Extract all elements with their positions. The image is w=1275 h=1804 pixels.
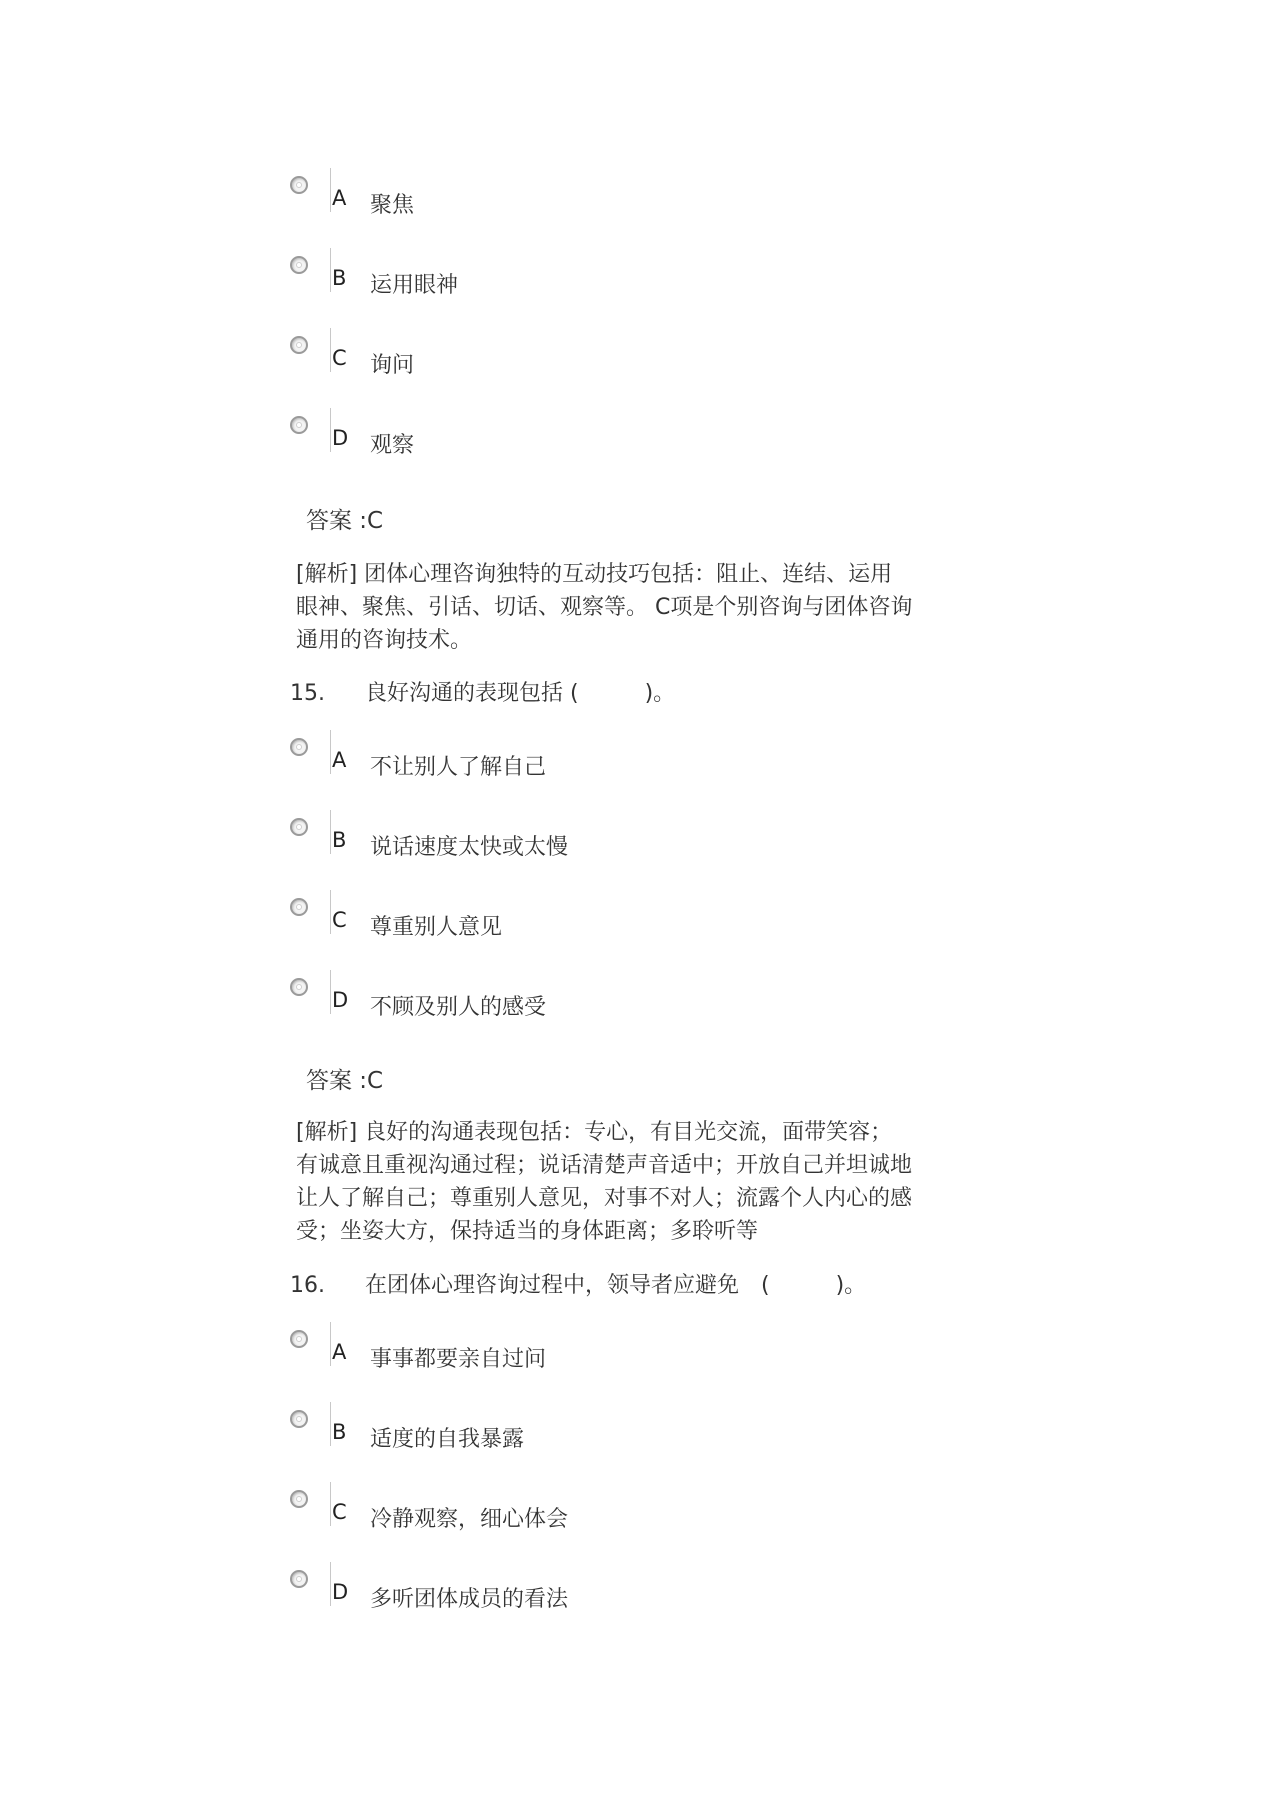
option-text: 不让别人了解自己 — [370, 755, 547, 780]
option-letter: B — [332, 1420, 347, 1444]
explanation-line: 让人了解自己；尊重别人意见，对事不对人；流露个人内心的感 — [296, 1186, 913, 1211]
option-c[interactable] — [288, 328, 988, 380]
radio-button[interactable] — [290, 176, 308, 194]
explanation-line: [解析] 良好的沟通表现包括：专心，有目光交流，面带笑容； — [296, 1120, 893, 1145]
option-text: 多听团体成员的看法 — [370, 1587, 569, 1612]
divider — [330, 1482, 331, 1526]
option-a[interactable] — [288, 168, 988, 220]
option-text: 聚焦 — [370, 193, 415, 218]
option-d[interactable] — [288, 970, 988, 1022]
option-b[interactable] — [288, 1402, 988, 1454]
option-text: 尊重别人意见 — [370, 915, 503, 940]
radio-button[interactable] — [290, 1490, 308, 1508]
radio-button[interactable] — [290, 1570, 308, 1588]
question-text: 良好沟通的表现包括 ( )。 — [365, 681, 676, 706]
radio-button[interactable] — [290, 738, 308, 756]
option-letter: D — [332, 1580, 349, 1604]
explanation-line: 眼神、聚焦、引话、切话、观察等。 C项是个别咨询与团体咨询 — [296, 595, 913, 620]
radio-button[interactable] — [290, 336, 308, 354]
option-letter: D — [332, 988, 349, 1012]
option-text: 询问 — [370, 353, 415, 378]
explanation — [296, 558, 1016, 657]
divider — [330, 730, 331, 774]
option-d[interactable] — [288, 408, 988, 460]
explanation-line: 受；坐姿大方，保持适当的身体距离；多聆听等 — [296, 1219, 759, 1244]
option-d[interactable] — [288, 1562, 988, 1614]
radio-button[interactable] — [290, 1330, 308, 1348]
option-text: 观察 — [370, 433, 415, 458]
option-text: 冷静观察，细心体会 — [370, 1507, 569, 1532]
radio-button[interactable] — [290, 256, 308, 274]
answer-label: 答案 :C — [306, 1068, 384, 1094]
divider — [330, 970, 331, 1014]
option-letter: A — [332, 748, 347, 772]
option-c[interactable] — [288, 1482, 988, 1534]
option-text: 说话速度太快或太慢 — [370, 835, 569, 860]
radio-button[interactable] — [290, 1410, 308, 1428]
option-letter: B — [332, 266, 347, 290]
option-letter: B — [332, 828, 347, 852]
radio-button[interactable] — [290, 416, 308, 434]
explanation-line: [解析] 团体心理咨询独特的互动技巧包括：阻止、连结、运用 — [296, 562, 893, 587]
divider — [330, 408, 331, 452]
divider — [330, 1322, 331, 1366]
question-15 — [290, 676, 675, 707]
question-text: 在团体心理咨询过程中，领导者应避免 ( )。 — [365, 1273, 867, 1298]
question-16 — [290, 1268, 866, 1299]
option-letter: D — [332, 426, 349, 450]
option-text: 适度的自我暴露 — [370, 1427, 525, 1452]
option-letter: C — [332, 346, 347, 370]
question-number: 15. — [290, 681, 325, 706]
divider — [330, 328, 331, 372]
option-letter: A — [332, 1340, 347, 1364]
option-a[interactable] — [288, 730, 988, 782]
answer-label: 答案 :C — [306, 508, 384, 534]
divider — [330, 168, 331, 212]
option-text: 不顾及别人的感受 — [370, 995, 547, 1020]
explanation-line: 通用的咨询技术。 — [296, 628, 473, 653]
divider — [330, 248, 331, 292]
radio-button[interactable] — [290, 978, 308, 996]
option-text: 运用眼神 — [370, 273, 459, 298]
divider — [330, 1402, 331, 1446]
divider — [330, 890, 331, 934]
explanation-line: 有诚意且重视沟通过程；说话清楚声音适中；开放自己并坦诚地 — [296, 1153, 913, 1178]
explanation — [296, 1116, 1016, 1248]
option-text: 事事都要亲自过问 — [370, 1347, 547, 1372]
option-letter: A — [332, 186, 347, 210]
option-letter: C — [332, 1500, 347, 1524]
radio-button[interactable] — [290, 898, 308, 916]
divider — [330, 1562, 331, 1606]
option-letter: C — [332, 908, 347, 932]
option-a[interactable] — [288, 1322, 988, 1374]
option-b[interactable] — [288, 810, 988, 862]
option-c[interactable] — [288, 890, 988, 942]
divider — [330, 810, 331, 854]
question-number: 16. — [290, 1273, 325, 1298]
option-b[interactable] — [288, 248, 988, 300]
radio-button[interactable] — [290, 818, 308, 836]
